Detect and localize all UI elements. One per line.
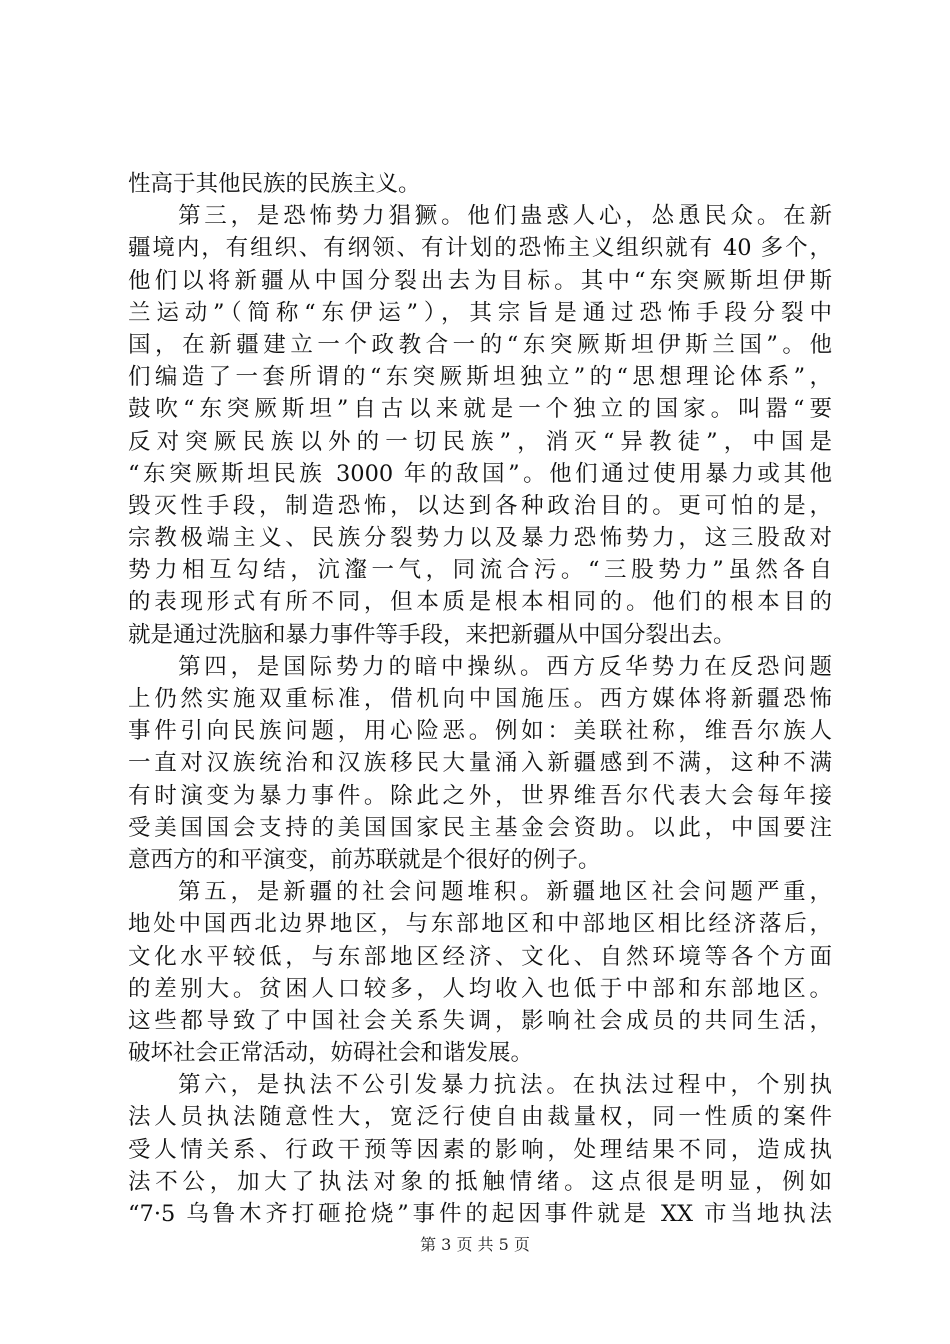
text-line: 疆境内，有组织、有纲领、有计划的恐怖主义组织就有 40 多个， — [128, 235, 832, 262]
paragraph-start-line: 第六，是执法不公引发暴力抗法。在执法过程中，个别执 — [178, 1072, 832, 1099]
paragraph-start-line: 第三，是恐怖势力猖獗。他们蛊惑人心，怂恿民众。在新 — [178, 203, 832, 230]
text-line: 性高于其他民族的民族主义。 — [128, 171, 421, 197]
text-line: 有时演变为暴力事件。除此之外，世界维吾尔代表大会每年接 — [128, 782, 832, 809]
text-line: “7·5 乌鲁木齐打砸抢烧”事件的起因事件就是 XX 市当地执法 — [128, 1201, 832, 1227]
text-line: 这些都导致了中国社会关系失调，影响社会成员的共同生活， — [128, 1007, 832, 1034]
text-line: 的表现形式有所不同，但本质是根本相同的。他们的根本目的 — [128, 589, 832, 616]
text-line: 宗教极端主义、民族分裂势力以及暴力恐怖势力，这三股敌对 — [128, 525, 832, 552]
text-line: 文化水平较低，与东部地区经济、文化、自然环境等各个方面 — [128, 943, 832, 970]
text-line: 一直对汉族统治和汉族移民大量涌入新疆感到不满，这种不满 — [128, 750, 832, 777]
text-line: 上仍然实施双重标准，借机向中国施压。西方媒体将新疆恐怖 — [128, 686, 832, 712]
text-line: 他们以将新疆从中国分裂出去为目标。其中“东突厥斯坦伊斯 — [128, 267, 832, 294]
text-line: 们编造了一套所谓的“东突厥斯坦独立”的“思想理论体系”， — [128, 364, 832, 391]
text-line: 兰运动”（简称“东伊运”），其宗旨是通过恐怖手段分裂中 — [128, 299, 832, 326]
text-line: 就是通过洗脑和暴力事件等手段，来把新疆从中国分裂出去。 — [128, 621, 736, 648]
text-line: 地处中国西北边界地区，与东部地区和中部地区相比经济落后， — [128, 911, 832, 938]
paragraph-start-line: 第五，是新疆的社会问题堆积。新疆地区社会问题严重， — [178, 879, 832, 906]
page-number-footer: 第 3 页 共 5 页 — [420, 1235, 530, 1254]
text-line: 势力相互勾结，沆瀣一气，同流合污。“三股势力”虽然各自 — [128, 557, 832, 584]
text-line: 的差别大。贫困人口较多，人均收入也低于中部和东部地区。 — [128, 975, 832, 1002]
text-line: 破坏社会正常活动，妨碍社会和谐发展。 — [128, 1040, 534, 1067]
text-line: 事件引向民族问题，用心险恶。例如：美联社称，维吾尔族人 — [128, 718, 832, 745]
text-line: “东突厥斯坦民族 3000 年的敌国”。他们通过使用暴力或其他 — [128, 460, 832, 487]
text-line: 法不公，加大了执法对象的抵触情绪。这点很是明显，例如 — [128, 1168, 832, 1195]
text-line: 反对突厥民族以外的一切民族”，消灭“异教徒”，中国是 — [128, 428, 832, 455]
document-body — [128, 168, 832, 1230]
text-line: 受美国国会支持的美国国家民主基金会资助。以此，中国要注 — [128, 814, 832, 841]
text-line: 受人情关系、行政干预等因素的影响，处理结果不同，造成执 — [128, 1136, 832, 1163]
text-line: 鼓吹“东突厥斯坦”自古以来就是一个独立的国家。叫嚣“要 — [128, 396, 832, 423]
text-line: 国，在新疆建立一个政教合一的“东突厥斯坦伊斯兰国”。他 — [128, 331, 832, 358]
text-line: 毁灭性手段，制造恐怖，以达到各种政治目的。更可怕的是， — [128, 492, 832, 519]
text-line: 意西方的和平演变，前苏联就是个很好的例子。 — [128, 846, 601, 873]
paragraph-start-line: 第四，是国际势力的暗中操纵。西方反华势力在反恐问题 — [178, 653, 832, 680]
text-line: 法人员执法随意性大，宽泛行使自由裁量权，同一性质的案件 — [128, 1104, 832, 1131]
